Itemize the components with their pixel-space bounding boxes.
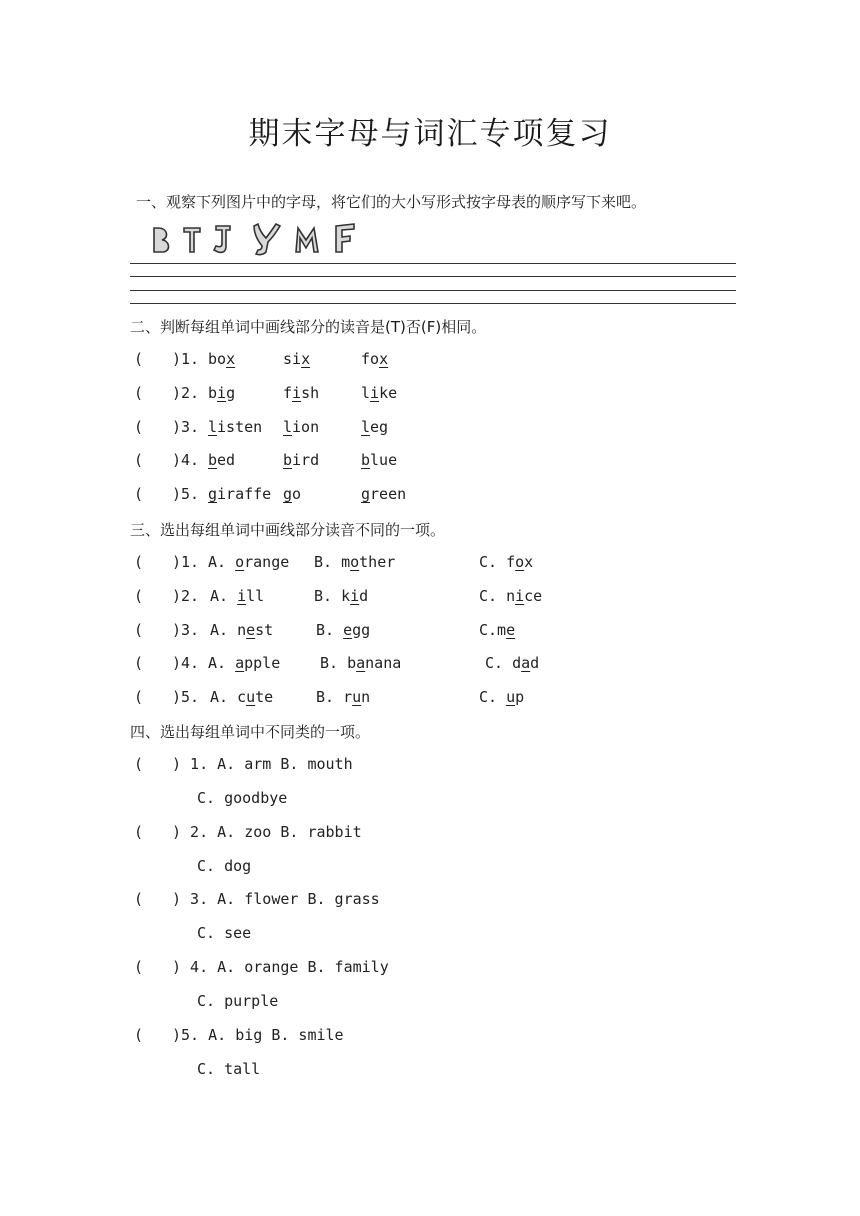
section1-heading: 一、观察下列图片中的字母，将它们的大小写形式按字母表的顺序写下来吧。 [136,193,647,211]
word-3 [361,418,388,436]
answer-blank[interactable]: ( [134,688,144,706]
underlined-part: a [356,654,366,672]
writing-line-1 [130,263,736,264]
word-part: B. m [314,553,351,571]
answer-blank[interactable]: ( [134,755,144,773]
word-1 [208,384,235,402]
word-part: ke [379,384,398,402]
word-2 [283,451,319,469]
underlined-part: x [379,350,389,368]
word-2 [283,485,301,503]
underlined-part: x [301,350,311,368]
word-part: b [208,384,218,402]
letter-Y-art [254,224,280,255]
word-3 [361,384,397,402]
letter-F-art [336,224,354,252]
item-number: )5. [172,688,200,706]
word-3 [361,350,388,368]
word-part: fo [361,350,380,368]
answer-blank[interactable]: ( [134,485,144,503]
word-part: sh [301,384,320,402]
option-b [314,587,368,605]
word-part: d [530,654,540,672]
answer-blank[interactable]: ( [134,890,144,908]
answer-blank[interactable]: ( [134,958,144,976]
word-2 [283,350,310,368]
word-part: B. k [314,587,351,605]
word-part: C.m [479,621,507,639]
underlined-part: g [361,485,371,503]
letter-T-art [184,228,200,252]
word-part: C. f [479,553,516,571]
word-part: A. c [210,688,247,706]
item-number: )1. [172,350,200,368]
word-part: ther [359,553,396,571]
item-number: )3. [172,418,200,436]
item-number: )3. [172,621,200,639]
item-line-1: ) 3. A. flower B. grass [172,890,380,908]
underlined-part: g [283,485,293,503]
letters-picture [150,220,360,260]
answer-blank[interactable]: ( [134,350,144,368]
word-part: B. b [320,654,357,672]
word-1 [208,451,235,469]
word-part: A. n [210,621,247,639]
word-part: lue [370,451,398,469]
word-part: f [283,384,293,402]
option-a [208,654,280,672]
letter-B-art [154,228,169,252]
answer-blank[interactable]: ( [134,418,144,436]
word-part: ion [292,418,320,436]
word-1 [208,418,262,436]
underlined-part: i [237,587,247,605]
answer-blank[interactable]: ( [134,823,144,841]
item-line-2: C. see [197,924,252,942]
underlined-part: u [352,688,362,706]
word-part: reen [370,485,407,503]
word-part: x [524,553,534,571]
word-part: g [226,384,236,402]
word-part: pple [244,654,281,672]
word-part: si [283,350,302,368]
item-number: )4. [172,654,200,672]
underlined-part: u [246,688,256,706]
underlined-part: l [361,418,371,436]
word-part: gg [352,621,371,639]
underlined-part: l [283,418,293,436]
option-c [479,553,533,571]
item-line-1: ) 4. A. orange B. family [172,958,389,976]
letter-J-art [214,226,230,252]
option-c [485,654,539,672]
underlined-part: i [370,384,380,402]
word-part: nana [365,654,402,672]
item-line-1: ) 1. A. arm B. mouth [172,755,353,773]
option-b [316,688,370,706]
answer-blank[interactable]: ( [134,654,144,672]
word-part: C. [479,688,507,706]
section4-heading: 四、选出每组单词中不同类的一项。 [130,723,371,741]
option-c [479,587,542,605]
word-part: eg [370,418,389,436]
option-c [479,688,524,706]
option-a [210,688,273,706]
item-line-1: )5. A. big B. smile [172,1026,344,1044]
item-number: )2. [172,384,200,402]
word-part: bo [208,350,227,368]
word-part: iraffe [217,485,272,503]
underlined-part: i [217,384,227,402]
item-number: )4. [172,451,200,469]
underlined-part: u [506,688,516,706]
option-c [479,621,515,639]
word-part: B. r [316,688,353,706]
letter-M-art [296,228,318,252]
word-part: C. n [479,587,516,605]
item-line-2: C. purple [197,992,279,1010]
word-2 [283,418,319,436]
word-part: A. [210,587,238,605]
word-part: p [515,688,525,706]
word-3 [361,451,397,469]
word-part: B. [316,621,344,639]
underlined-part: b [361,451,371,469]
underlined-part: e [506,621,516,639]
word-part: ed [217,451,236,469]
item-line-2: C. goodbye [197,789,288,807]
underlined-part: a [521,654,531,672]
item-number: )1. [172,553,200,571]
word-part: d [359,587,369,605]
word-part: C. d [485,654,522,672]
underlined-part: i [350,587,360,605]
underlined-part: o [235,553,245,571]
item-line-2: C. dog [197,857,252,875]
underlined-part: b [283,451,293,469]
writing-line-2 [130,276,736,277]
answer-blank[interactable]: ( [134,384,144,402]
option-b [320,654,401,672]
underlined-part: e [246,621,256,639]
word-part: n [361,688,371,706]
answer-blank[interactable]: ( [134,553,144,571]
underlined-part: a [235,654,245,672]
section3-heading: 三、选出每组单词中画线部分读音不同的一项。 [130,521,446,539]
option-a [208,553,289,571]
word-part: ird [292,451,320,469]
answer-blank[interactable]: ( [134,451,144,469]
item-line-2: C. tall [197,1060,261,1078]
option-a [210,587,264,605]
underlined-part: b [208,451,218,469]
word-3 [361,485,406,503]
word-part: o [292,485,302,503]
word-1 [208,485,271,503]
item-line-1: ) 2. A. zoo B. rabbit [172,823,362,841]
underlined-part: g [208,485,218,503]
writing-line-4 [130,303,736,304]
writing-line-3 [130,290,736,291]
option-a [210,621,273,639]
underlined-part: o [515,553,525,571]
word-part: ce [524,587,543,605]
underlined-part: o [350,553,360,571]
answer-blank[interactable]: ( [134,587,144,605]
underlined-part: e [343,621,353,639]
word-part: l [361,384,371,402]
underlined-part: l [208,418,218,436]
item-number: )5. [172,485,200,503]
underlined-part: i [292,384,302,402]
word-part: isten [217,418,263,436]
word-2 [283,384,319,402]
underlined-part: i [515,587,525,605]
section2-heading: 二、判断每组单词中画线部分的读音是(T)否(F)相同。 [130,318,487,336]
word-part: A. [208,654,236,672]
word-part: range [244,553,290,571]
item-number: )2. [172,587,200,605]
word-1 [208,350,235,368]
word-part: te [255,688,274,706]
word-part: A. [208,553,236,571]
option-b [316,621,370,639]
answer-blank[interactable]: ( [134,1026,144,1044]
word-part: ll [246,587,265,605]
option-b [314,553,395,571]
answer-blank[interactable]: ( [134,621,144,639]
underlined-part: x [226,350,236,368]
word-part: st [255,621,274,639]
page-title: 期末字母与词汇专项复习 [248,116,612,152]
